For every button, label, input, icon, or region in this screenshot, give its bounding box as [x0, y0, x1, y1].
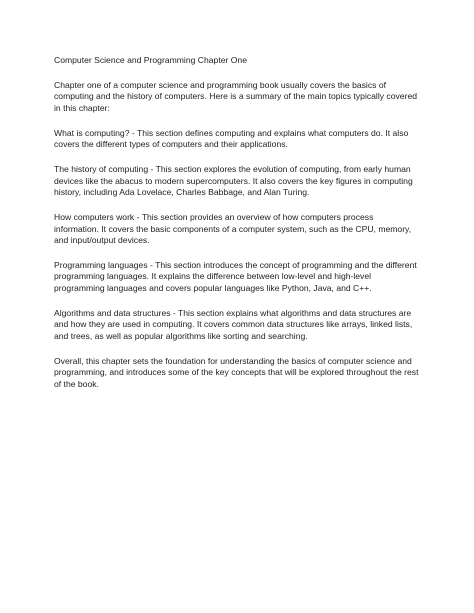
paragraph-algorithms-data-structures: Algorithms and data structures - This section explains what algorithms and data structures are and how they are used in computing. It covers common data structures like arrays, linked lists, and trees, as well as popular algorithms like sorting and searching. — [54, 307, 413, 342]
paragraph-overall: Overall, this chapter sets the foundation for understanding the basics of computer science and programming, and introduces some of the key concepts that will be explored throughout the rest of the book. — [54, 355, 419, 389]
document-body — [54, 55, 420, 404]
paragraph-what-is-computing: What is computing? - This section defines computing and explains what computers do. It also covers the different types of computers and their applications. — [54, 127, 409, 150]
paragraph-programming-languages: Programming languages - This section introduces the concept of programming and the different programming languages. It explains the difference between low-level and high-level programming languages and covers popular languages like Python, Java, and C++. — [54, 259, 417, 294]
paragraph-history-of-computing: The history of computing - This section explores the evolution of computing, from early human devices like the abacus to modern supercomputers. It also covers the key figures in computing history, including Ada Lovelace, Charles Babbage, and Alan Turing. — [54, 163, 413, 198]
paragraph-intro: Chapter one of a computer science and programming book usually covers the basics of computing and the history of computers. Here is a summary of the main topics typically covered in this chapter: — [54, 79, 418, 113]
document-title: Computer Science and Programming Chapter One — [54, 55, 247, 65]
paragraph-how-computers-work: How computers work - This section provides an overview of how computers process information. It covers the basic components of a computer system, such as the CPU, memory, and input/output devices. — [54, 211, 412, 246]
